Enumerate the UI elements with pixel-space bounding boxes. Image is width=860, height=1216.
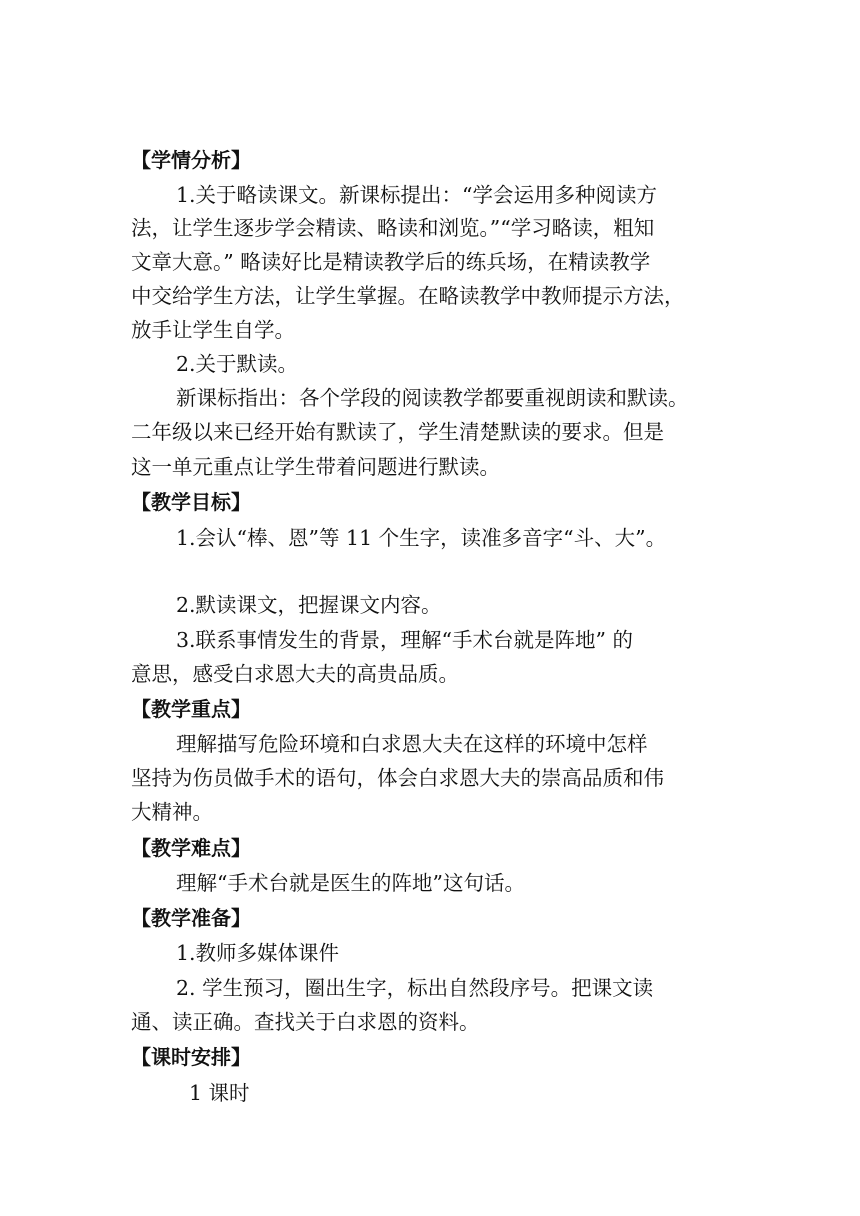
section-heading-teaching-preparation: 【教学准备】 <box>131 906 251 930</box>
paragraph-line: 新课标指出：各个学段的阅读教学都要重视朗读和默读。 <box>176 386 689 410</box>
paragraph-line: 2. 学生预习，圈出生字，标出自然段序号。把课文读 <box>176 976 654 1000</box>
paragraph-line: 理解描写危险环境和白求恩大夫在这样的环境中怎样 <box>176 732 648 756</box>
paragraph-line: 大精神。 <box>131 800 213 824</box>
paragraph-line: 通、读正确。查找关于白求恩的资料。 <box>131 1010 480 1034</box>
section-heading-teaching-goals: 【教学目标】 <box>131 490 251 514</box>
section-heading-teaching-difficulty: 【教学难点】 <box>131 836 251 860</box>
paragraph-line: 2.关于默读。 <box>176 352 299 376</box>
paragraph-line: 这一单元重点让学生带着问题进行默读。 <box>131 455 500 479</box>
paragraph-line: 1.关于略读课文。新课标提出：“学会运用多种阅读方 <box>176 183 658 207</box>
paragraph-line: 法，让学生逐步学会精读、略读和浏览。”“学习略读，粗知 <box>131 216 655 240</box>
paragraph-line: 放手让学生自学。 <box>131 318 295 342</box>
section-heading-teaching-focus: 【教学重点】 <box>131 697 251 721</box>
section-heading-learning-analysis: 【学情分析】 <box>131 148 251 172</box>
paragraph-line: 1 课时 <box>189 1081 250 1105</box>
paragraph-line: 1.会认“棒、恩”等 11 个生字，读准多音字“斗、大”。 <box>176 526 667 550</box>
paragraph-line: 1.教师多媒体课件 <box>176 941 340 965</box>
paragraph-line: 坚持为伤员做手术的语句，体会白求恩大夫的崇高品质和伟 <box>131 766 664 790</box>
paragraph-line: 理解“手术台就是医生的阵地”这句话。 <box>176 871 525 895</box>
section-heading-class-schedule: 【课时安排】 <box>131 1045 251 1069</box>
paragraph-line: 二年级以来已经开始有默读了，学生清楚默读的要求。但是 <box>131 420 664 444</box>
paragraph-line: 文章大意。” 略读好比是精读教学后的练兵场，在精读教学 <box>131 250 651 274</box>
paragraph-line: 中交给学生方法，让学生掌握。在略读教学中教师提示方法， <box>131 284 685 308</box>
paragraph-line: 3.联系事情发生的背景，理解“手术台就是阵地” 的 <box>176 628 634 652</box>
paragraph-line: 2.默读课文，把握课文内容。 <box>176 593 442 617</box>
paragraph-line: 意思，感受白求恩大夫的高贵品质。 <box>131 662 459 686</box>
